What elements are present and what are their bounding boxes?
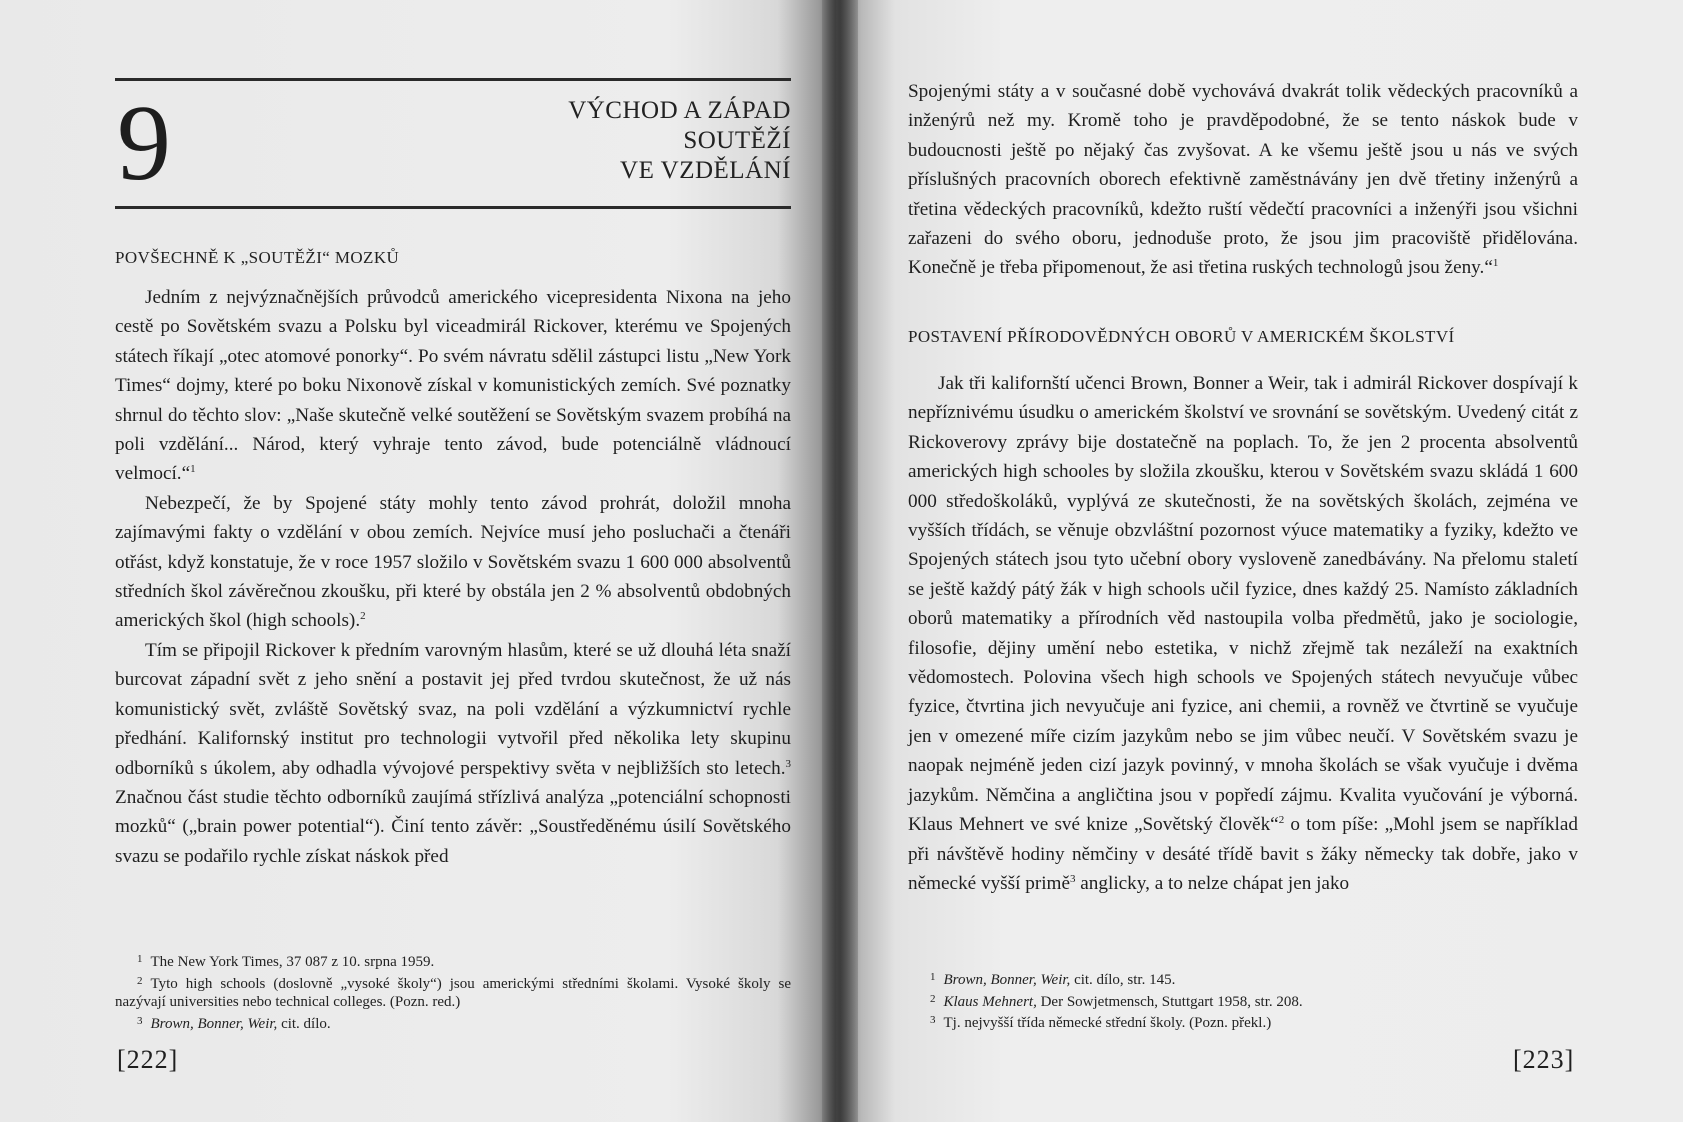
footnote: $^3$ Tj. nejvyšší třída německé střední školy. (Pozn. překl.) — [930, 1014, 1272, 1031]
footnote: $^1$ Brown, Bonner, Weir, cit. dílo, str. 145. — [930, 971, 1176, 988]
chapter-rule-top — [115, 78, 791, 81]
left-footnotes — [115, 950, 791, 1033]
footnote-ref: 1 — [1492, 257, 1499, 270]
chapter-title — [568, 96, 791, 186]
footnote-ref: 2 — [360, 610, 366, 623]
paragraph: Jedním z nejvýznačnějších průvodců amerického vicepresidenta Nixona na jeho cestě po Sovětském svazu a Polsku byl viceadmirál Rickover, kterému ve Spojených státech říkají „otec atomové ponorky“. Po svém návratu sdělil zástupci listu „New York Times“ dojmy, které po boku Nixonově získal v komunistických zemích. Své poznatky shrnul do těchto slov: „Naše skutečně velké soutěžení se Sovětským svazem probíhá na poli vzdělání... Národ, který vyhraje tento závod, bude potenciálně vládnoucí velmocí.“$^1$ — [115, 287, 791, 485]
footnote: $^2$ Tyto high schools (doslovně „vysoké školy“) jsou americkými středními školami. Vysoké školy se nazývají universities nebo technical colleges. (Pozn. red.) — [115, 974, 791, 1010]
right-continuation-text — [908, 77, 1578, 283]
page-number: [222] — [117, 1045, 179, 1074]
footnote: $^3$ Brown, Bonner, Weir, cit. dílo. — [137, 1014, 331, 1032]
left-body-text — [115, 283, 791, 871]
chapter-title-line: SOUTĚŽÍ — [683, 127, 791, 154]
section-heading: POSTAVENÍ PŘÍRODOVĚDNÝCH OBORŮ V AMERICKÉM ŠKOLSTVÍ — [908, 327, 1455, 346]
paragraph: Jak tři kalifornští učenci Brown, Bonner a Weir, tak i admirál Rickover dospívají k nepříznivému úsudku o americkém školství ve srovnání se sovětským. Uvedený citát z Rickoverovy zprávy bije dostatečně na poplach. To, že jen 2 procenta absolventů amerických high schooles by složila zkoušku, kterou v Sovětském svazu skládá 1 600 000 středoškoláků, vyplývá ze skutečnosti, že na sovětských školách, zejména ve vyšších třídách, se věnuje obzvláštní pozornost výuce matematiky a fyziky, kdežto ve Spojených státech jsou tyto učební obory vysloveně zanedbávány. Na přelomu staletí se ještě každý pátý žák v high schools učil fyzice, dnes každý 25. Namísto základních oborů matematiky a přírodních věd nastoupila volba předmětů, jako je sociologie, filosofie, dějiny umění nebo estetika, v nichž zřejmě tak nezáleží na exaktních vědomostech. Polovina všech high schools ve Spojených státech nevyučuje vůbec fyzice, čtvrtina jich nevyučuje ani fyzice, ani chemii, a rovněž ve čtvrtině se vyučuje jen v omezené míře cizím jazykům nebo se jim vůbec neučí. V Sovětském svazu je naopak nejméně jeden cizí jazyk povinný, v mnoha školách se však vyučuje i dvěma jazykům. Němčina a angličtina jsou v popředí zájmu. Kvalita vyučování je výborná. Klaus Mehnert ve své knize „Sovětský člověk“$^2$ o tom píše: „Mohl jsem se například při návštěvě hodiny němčiny v desáté třídě bavit s žáky německy tak dobře, jako v německé vyšší primě$^3$ anglicky, a to nelze chápat jen jako — [908, 373, 1578, 894]
chapter-title-line: VE VZDĚLÁNÍ — [620, 157, 791, 184]
paragraph: Spojenými státy a v současné době vychovává dvakrát tolik vědeckých pracovníků a inženýrů než my. Kromě toho je pravděpodobné, že se tento náskok bude v budoucnosti ještě po nějaký čas zvyšovat. A ke všemu ještě jsou u nás ve svých příslušných pracovních oborech efektivně zaměstnávány jen dvě třetiny inženýrů a třetina vědeckých pracovníků, kdežto ruští vědečtí pracovníci a inženýři jsou všichni zařazeni do svého oboru, jednoduše proto, že jsou jim pracoviště přidělována. Konečně je třeba připomenout, že asi třetina ruských technologů jsou ženy.“$^1$ — [908, 81, 1578, 279]
footnote-ref: 3 — [1069, 872, 1076, 885]
footnote-ref: 1 — [190, 463, 196, 476]
chapter-rule-bottom — [115, 206, 791, 209]
paragraph: Nebezpečí, že by Spojené státy mohly tento závod prohrát, doložil mnoha zajímavými fakty o vzdělání v obou zemích. Nejvíce musí jeho posluchači a čtenáři otřást, když konstatuje, že v roce 1957 složilo v Sovětském svazu 1 600 000 absolventů středních škol závěrečnou zkoušku, při které by obstála jen 2 % absolventů obdobných amerických škol (high schools).$^2$ — [115, 492, 791, 632]
page-number: [223] — [1513, 1045, 1575, 1074]
chapter-number: 9 — [117, 84, 171, 203]
footnote-ref: 2 — [1278, 814, 1285, 827]
paragraph: Tím se připojil Rickover k předním varovným hlasům, které se už dlouhá léta snaží burcovat západní svět z jeho snění a postavit jej před tvrdou skutečnost, že už nás komunistický svět, zvláště Sovětský svaz, na poli vzdělání a výzkumnictví rychle předhání. Kalifornský institut pro technologii vytvořil před několika lety skupinu odborníků s úkolem, aby odhadla vývojové perspektivy světa v nejbližších sto letech.$^3$ Značnou část studie těchto odborníků zaujímá střízlivá analýza „potenciální schopnosti mozků“ („brain power potential“). Činí tento závěr: „Soustředěnému úsilí Sovětského svazu se podařilo rychle získat náskok před — [115, 639, 791, 867]
section-heading: POVŠECHNĚ K „SOUTĚŽI“ MOZKŮ — [115, 248, 400, 267]
footnote: $^2$ Klaus Mehnert, Der Sowjetmensch, Stuttgart 1958, str. 208. — [930, 992, 1303, 1010]
right-footnotes — [908, 968, 1578, 1033]
book-gutter — [822, 0, 858, 1122]
right-body-text — [908, 369, 1578, 898]
footnote-ref: 3 — [785, 757, 791, 770]
footnote: $^1$ The New York Times, 37 087 z 10. srpna 1959. — [137, 953, 435, 970]
chapter-title-line: VÝCHOD A ZÁPAD — [568, 97, 791, 124]
